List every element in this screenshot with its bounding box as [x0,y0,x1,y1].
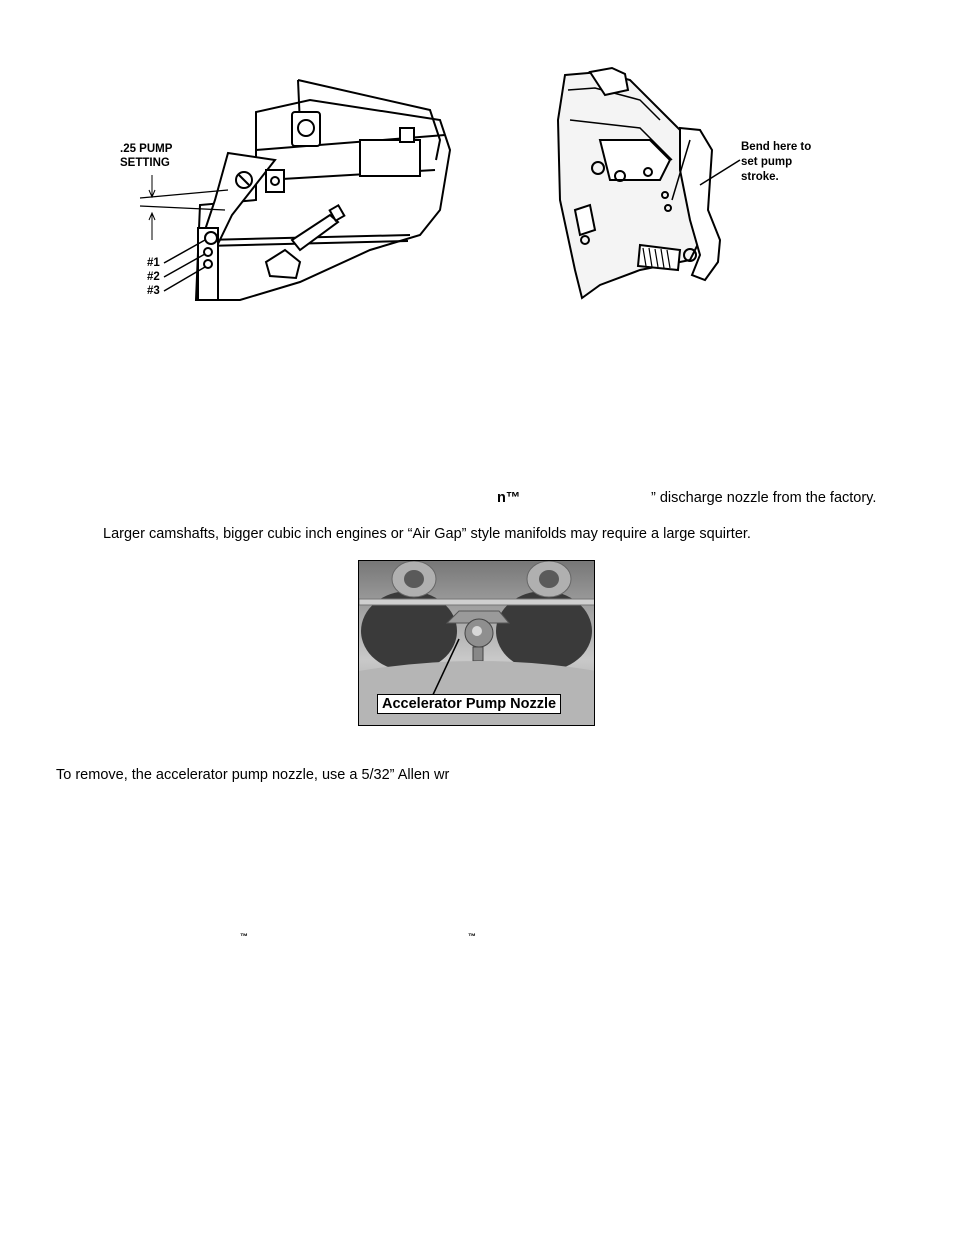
hole-label-3: #3 [147,285,160,297]
pump-setting-label: .25 PUMP [120,143,173,155]
trademark-mark-1: ™ [240,932,248,941]
accelerator-pump-nozzle-photo [358,560,595,726]
bend-callout-line-2: set pump [741,156,793,168]
trademark-mark-2: ™ [468,932,476,941]
bend-callout-line-3: stroke. [741,171,779,183]
larger-camshafts-paragraph: Larger camshafts, bigger cubic inch engines or “Air Gap” style manifolds may require a large squirter. [103,526,751,542]
bend-callout-line-1: Bend here to [741,141,812,153]
remove-nozzle-paragraph: To remove, the accelerator pump nozzle, use a 5/32” Allen wr [56,767,450,783]
hole-label-2: #2 [147,271,160,283]
trademark-fragment: n™ [497,490,521,506]
discharge-nozzle-text: ” discharge nozzle from the factory. [651,490,877,506]
hole-label-1: #1 [147,257,160,269]
nozzle-caption: Accelerator Pump Nozzle [377,694,561,714]
pump-setting-label-2: SETTING [120,157,170,169]
